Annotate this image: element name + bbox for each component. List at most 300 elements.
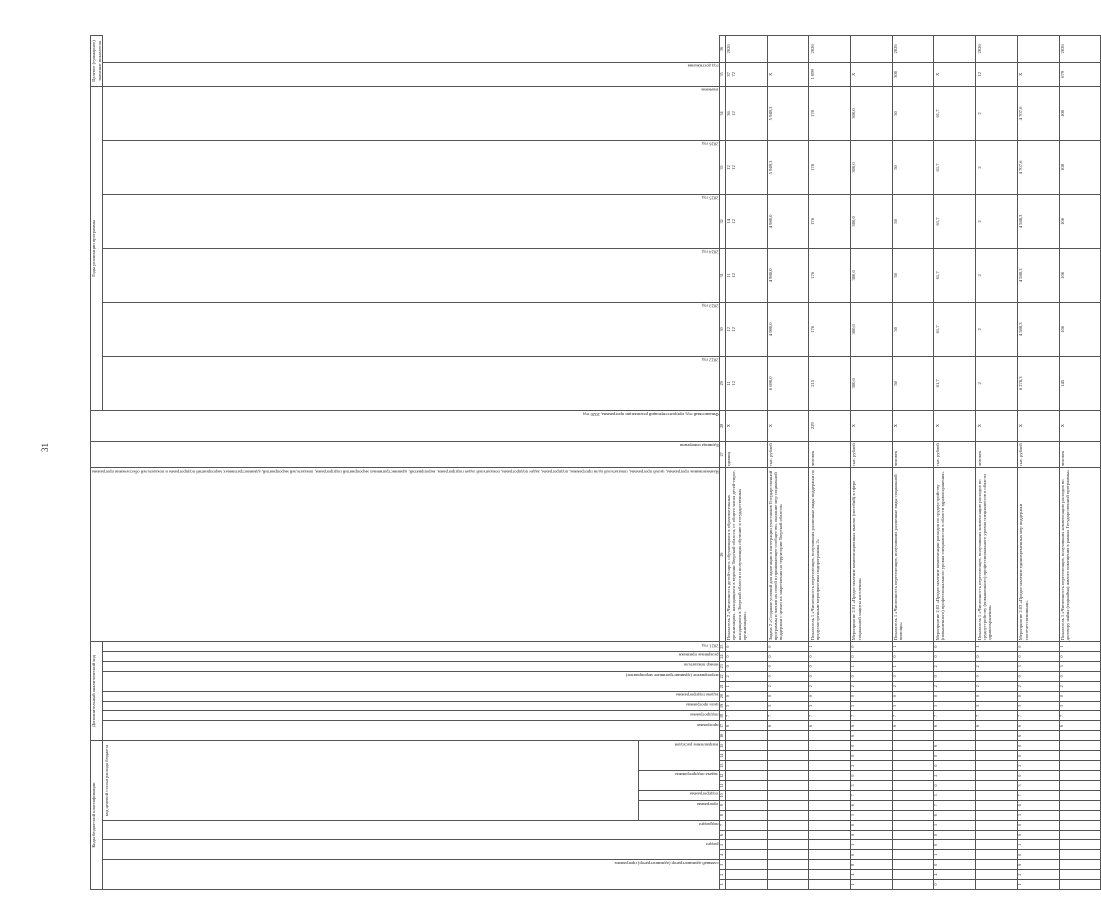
code-cell [976, 781, 1018, 791]
code-cell [892, 870, 934, 880]
row-name: Показатель 2 «Численность детей-сирот, обучающихся в образовательных организациях, находящихся в ведении Тверской области, от общего числа детей-сирот, находящихся в Тверской области и получающих обучение в государственных организациях» [725, 468, 767, 642]
code-cell [809, 771, 851, 781]
code-cell: 0 [1017, 820, 1059, 830]
code-cell: 2 [934, 681, 976, 691]
year-value: 12 12 [725, 302, 767, 356]
code-cell: 1 [850, 840, 892, 850]
row-unit: тыс. рублей [850, 441, 892, 467]
year-header: 2026 год [103, 140, 719, 194]
code-cell [976, 761, 1018, 771]
code-cell [892, 771, 934, 781]
code-cell: 6 [1059, 721, 1101, 731]
col-number: 20 [719, 691, 725, 701]
code-cell: 7 [934, 711, 976, 721]
code-cell: 0 [1017, 691, 1059, 701]
code-cell: 1 [892, 661, 934, 671]
col-number: 7 [719, 820, 725, 830]
code-cell: 0 [725, 642, 767, 652]
page-number: 31 [40, 443, 50, 452]
col-number: 26 [719, 468, 725, 642]
year-value: 61,7 [934, 356, 976, 410]
code-cell: 3 [934, 790, 976, 800]
prog-program-header: программа [103, 721, 719, 741]
col-number: 35 [719, 62, 725, 86]
code-cell [809, 840, 851, 850]
code-cell [976, 860, 1018, 870]
code-cell [725, 810, 767, 820]
row-unit: единиц [725, 441, 767, 467]
code-cell [809, 741, 851, 751]
code-cell: 0 [725, 661, 767, 671]
year-value: 4 588,3 [1017, 194, 1059, 248]
col-number: 24 [719, 652, 725, 662]
code-cell: 3 [1059, 701, 1101, 711]
code-cell [1059, 761, 1101, 771]
code-cell: 7 [934, 800, 976, 810]
code-cell [809, 820, 851, 830]
code-cell [809, 830, 851, 840]
code-cell [976, 751, 1018, 761]
code-cell: 0 [850, 671, 892, 681]
code-cell [767, 751, 809, 761]
code-cell: 1 [850, 880, 892, 890]
code-cell: 2 [809, 681, 851, 691]
col-number: 12 [719, 771, 725, 781]
year-value: 145 [1059, 356, 1101, 410]
year-value: 11 12 [725, 356, 767, 410]
code-cell: 0 [1017, 830, 1059, 840]
code-cell [809, 731, 851, 741]
row-base-value: X [850, 410, 892, 441]
year-value: 176 [809, 248, 851, 302]
code-cell: 6 [1017, 731, 1059, 741]
year-header: 2025 год [103, 194, 719, 248]
col-number: 21 [719, 681, 725, 691]
code-cell: 0 [934, 880, 976, 890]
final-year [767, 36, 809, 63]
code-cell: 3 [809, 701, 851, 711]
col-number: 29 [719, 356, 725, 410]
kbk-task-header: задача подпрограммы [638, 771, 719, 791]
code-cell: 2 [767, 681, 809, 691]
code-cell [725, 790, 767, 800]
code-cell [892, 790, 934, 800]
year-value: 300,0 [850, 356, 892, 410]
code-cell: 0 [976, 691, 1018, 701]
year-value: 6 690,0 [767, 356, 809, 410]
prog-subprogram-header: подпрограмма [103, 711, 719, 721]
code-cell [725, 850, 767, 860]
code-cell [725, 771, 767, 781]
year-value: 178 [809, 140, 851, 194]
code-cell [725, 800, 767, 810]
year-value: 106 [1059, 248, 1101, 302]
kbk-section-header: раздел [103, 840, 719, 860]
code-cell [976, 790, 1018, 800]
code-cell [767, 800, 809, 810]
code-cell [976, 880, 1018, 890]
code-cell: 0 [1017, 652, 1059, 662]
final-year [1017, 36, 1059, 63]
code-cell [767, 820, 809, 830]
col-number: 16 [719, 731, 725, 741]
code-cell [767, 870, 809, 880]
year-value: 300,0 [850, 86, 892, 140]
code-cell: 7 [1017, 790, 1059, 800]
code-cell: 7 [1017, 711, 1059, 721]
year-value: 4 588,3 [1017, 302, 1059, 356]
col-number: 6 [719, 830, 725, 840]
row-name: Мероприятие 2.03 «Предоставление единовременных мер поддержки соотечественникам» [1017, 468, 1059, 642]
code-cell: 2 [976, 681, 1018, 691]
year-value: 6 278,3 [1017, 356, 1059, 410]
code-cell: 2 [725, 671, 767, 681]
table-header [91, 36, 726, 890]
year-value: 4 707,6 [1017, 140, 1059, 194]
col-number: 17 [719, 721, 725, 731]
year-value: 2 [976, 356, 1018, 410]
unit-column-header: Единица измерения [91, 441, 720, 467]
code-cell [892, 741, 934, 751]
code-cell: 0 [934, 761, 976, 771]
final-year [934, 36, 976, 63]
col-number: 5 [719, 840, 725, 850]
code-cell: 2 [934, 661, 976, 671]
col-number: 11 [719, 781, 725, 791]
year-value: 50 [892, 194, 934, 248]
prog-task-header: задача подпрограммы [103, 691, 719, 701]
code-cell [809, 790, 851, 800]
row-base-value: X [725, 410, 767, 441]
code-cell: 0 [934, 830, 976, 840]
code-cell [1059, 810, 1101, 820]
code-cell: 0 [850, 691, 892, 701]
code-cell [892, 761, 934, 771]
final-group-header: Целевое (суммарное) значение показателя [91, 36, 103, 87]
row-base-value: X [892, 410, 934, 441]
row-base-value: X [1059, 410, 1101, 441]
code-cell: 0 [934, 860, 976, 870]
kbk-subsection-header: подраздел [103, 820, 719, 840]
code-cell: 0 [1017, 642, 1059, 652]
col-number: 33 [719, 140, 725, 194]
code-cell: 0 [767, 642, 809, 652]
final-value: 37 72 [725, 62, 767, 86]
year-value: 36 12 [725, 86, 767, 140]
table-row [850, 36, 892, 890]
code-cell: 7 [850, 711, 892, 721]
kbk-target-header: код целевой статьи расхода бюджета [103, 741, 638, 820]
col-number: 25 [719, 642, 725, 652]
code-cell: 6 [976, 721, 1018, 731]
code-cell: 3 [934, 820, 976, 830]
code-cell [1059, 800, 1101, 810]
row-unit: человек [892, 441, 934, 467]
code-cell: 8 [850, 860, 892, 870]
code-cell: 6 [1017, 721, 1059, 731]
code-cell: 0 [1017, 741, 1059, 751]
code-cell: 6 [934, 721, 976, 731]
year-value: 11 12 [725, 248, 767, 302]
code-cell [976, 840, 1018, 850]
code-cell: 2 [1017, 761, 1059, 771]
year-header: 2024 год [103, 248, 719, 302]
col-number: 1 [719, 880, 725, 890]
code-cell: 6 [850, 731, 892, 741]
code-cell [892, 880, 934, 890]
code-cell [1059, 860, 1101, 870]
year-value: 14 12 [725, 194, 767, 248]
code-cell [809, 860, 851, 870]
col-number: 3 [719, 860, 725, 870]
code-cell [1059, 741, 1101, 751]
year-value: 61,7 [934, 248, 976, 302]
code-cell: 0 [850, 830, 892, 840]
row-name: Показатель 1 «Численность переселенцев, получивших компенсацию расходов по договору найма (поднайма) жилого помещения в рамках Государственной программы» [1059, 468, 1101, 642]
col-number: 28 [719, 410, 725, 441]
code-cell: 3 [1017, 781, 1059, 791]
code-cell: 3 [850, 810, 892, 820]
code-cell [892, 830, 934, 840]
code-cell [976, 771, 1018, 781]
code-cell: 3 [850, 701, 892, 711]
code-cell [725, 741, 767, 751]
year-value: 50 [892, 248, 934, 302]
program-table [90, 35, 1101, 890]
program-class-header: Дополнительный аналитический код [91, 642, 103, 741]
code-cell: 0 [725, 652, 767, 662]
year-value: 61,7 [934, 302, 976, 356]
code-cell: 0 [1059, 671, 1101, 681]
final-year: 2026 [1059, 36, 1101, 63]
code-cell: 0 [892, 671, 934, 681]
kbk-admin-header: главный администратор (администратор) программы [103, 860, 719, 890]
code-cell: 3 [934, 701, 976, 711]
year-value: 2 [976, 302, 1018, 356]
code-cell [1059, 830, 1101, 840]
code-cell: 2 [892, 681, 934, 691]
code-cell: 3 [1017, 661, 1059, 671]
row-base-value: X [976, 410, 1018, 441]
table-row [892, 36, 934, 890]
code-cell: 0 [850, 820, 892, 830]
code-cell [1059, 751, 1101, 761]
code-cell [976, 850, 1018, 860]
col-number: 36 [719, 36, 725, 63]
code-cell: 0 [809, 652, 851, 662]
code-cell: 9 [1017, 860, 1059, 870]
code-cell: 6 [725, 721, 767, 731]
code-cell [767, 790, 809, 800]
year-value: 61,7 [934, 194, 976, 248]
code-cell [1059, 790, 1101, 800]
col-number: 27 [719, 441, 725, 467]
years-group-header: Годы реализации программы [91, 86, 103, 410]
code-cell: 6 [767, 721, 809, 731]
row-name: Показатель 1 «Численность переселенцев, получивших компенсацию расходов по трудоустройству (повышенного) профессионального уровня специалистов в области здравоохранения» [976, 468, 1018, 642]
final-year-header: год достижения [103, 62, 719, 86]
code-cell: 7 [809, 711, 851, 721]
code-cell: 2 [850, 681, 892, 691]
code-cell: 2 [1017, 681, 1059, 691]
code-cell [1059, 771, 1101, 781]
code-cell [976, 830, 1018, 840]
code-cell [892, 800, 934, 810]
code-cell: 2 [1017, 870, 1059, 880]
year-value: 50 [892, 356, 934, 410]
table-body [725, 36, 1101, 890]
row-base-value: 229 [809, 410, 851, 441]
code-cell [767, 840, 809, 850]
year-value: 2 [976, 140, 1018, 194]
code-cell [1059, 781, 1101, 791]
code-cell: 0 [1017, 751, 1059, 761]
code-cell [976, 800, 1018, 810]
code-cell: 3 [1059, 661, 1101, 671]
year-value: 106 [1059, 302, 1101, 356]
final-value: X [1017, 62, 1059, 86]
code-cell [725, 880, 767, 890]
row-name: Показатель 1 «Численность переселенцев, получивших различные виды поддержки по предусмотренным мероприятиям подпрограммы 2» [809, 468, 851, 642]
code-cell [767, 810, 809, 820]
row-name: Показатель 1 «Численность переселенцев, получивших различные виды социальной помощи» [892, 468, 934, 642]
code-cell: 0 [1059, 652, 1101, 662]
code-cell: 1 [725, 681, 767, 691]
code-cell [892, 820, 934, 830]
year-value: 2 [976, 86, 1018, 140]
col-number: 9 [719, 800, 725, 810]
code-cell: 2 [1059, 681, 1101, 691]
code-cell [767, 850, 809, 860]
final-value: 1 099 [809, 62, 851, 86]
code-cell: 7 [976, 711, 1018, 721]
col-number: 8 [719, 810, 725, 820]
row-name: Мероприятие 2.02 «Предоставление компенсации расходов по трудоустройству (повышенного) профессионального уровня специалистов в области здравоохранения» [934, 468, 976, 642]
col-number: 10 [719, 790, 725, 800]
code-cell [892, 731, 934, 741]
final-value: X [934, 62, 976, 86]
col-number: 31 [719, 248, 725, 302]
code-cell [767, 880, 809, 890]
code-cell [892, 850, 934, 860]
code-cell [767, 781, 809, 791]
code-cell: 0 [850, 751, 892, 761]
code-cell [892, 781, 934, 791]
final-value: 12 [976, 62, 1018, 86]
year-header: 2023 год [103, 302, 719, 356]
code-cell: 0 [934, 691, 976, 701]
code-cell: 0 [976, 652, 1018, 662]
year-value: 4 980,0 [767, 248, 809, 302]
prog-reserve-header: резервные признаки [103, 652, 719, 662]
year-value: 4 707,6 [1017, 86, 1059, 140]
code-cell [725, 731, 767, 741]
code-cell [767, 741, 809, 751]
year-value: 2 [976, 248, 1018, 302]
year-value: 300,0 [850, 302, 892, 356]
code-cell [809, 850, 851, 860]
code-cell: 1 [1059, 642, 1101, 652]
col-number: 34 [719, 86, 725, 140]
code-cell: 6 [892, 721, 934, 731]
code-cell: 0 [892, 652, 934, 662]
code-cell: 1 [850, 661, 892, 671]
year-value: 215 [809, 356, 851, 410]
year-value: 108 [1059, 140, 1101, 194]
code-cell [725, 860, 767, 870]
row-unit: тыс. рублей [767, 441, 809, 467]
base-year-header: Финансовый год, предшествующий реализации программы, 2020 год [91, 410, 720, 441]
code-cell: 0 [767, 661, 809, 671]
code-cell: 7 [850, 790, 892, 800]
rotated-page [90, 35, 1071, 890]
code-cell [809, 870, 851, 880]
code-cell: 0 [934, 652, 976, 662]
code-cell: 7 [892, 711, 934, 721]
year-value: 300,0 [850, 194, 892, 248]
code-cell [809, 751, 851, 761]
row-unit: человек [809, 441, 851, 467]
code-cell: 3 [892, 701, 934, 711]
code-cell: 0 [767, 652, 809, 662]
code-cell: 0 [850, 741, 892, 751]
code-cell: 1 [809, 642, 851, 652]
code-cell: 0 [1017, 671, 1059, 681]
code-cell [1059, 870, 1101, 880]
col-number: 18 [719, 711, 725, 721]
code-cell [892, 751, 934, 761]
final-year: 2026 [892, 36, 934, 63]
prog-measure-header: мероприятие (административное мероприятие) [103, 671, 719, 691]
code-cell [934, 731, 976, 741]
code-cell: 1 [976, 642, 1018, 652]
final-value-header: значение [103, 86, 719, 140]
code-cell [809, 781, 851, 791]
code-cell: 6 [850, 721, 892, 731]
code-cell: 0 [809, 661, 851, 671]
code-cell: 0 [725, 691, 767, 701]
col-number: 22 [719, 671, 725, 681]
year-value: 61,7 [934, 140, 976, 194]
table-row [1059, 36, 1101, 890]
year-value: 61,7 [934, 86, 976, 140]
code-cell: 6 [809, 721, 851, 731]
year-value: 300,0 [850, 140, 892, 194]
code-cell: 0 [850, 850, 892, 860]
code-cell [1059, 731, 1101, 741]
code-cell [809, 761, 851, 771]
table-row [725, 36, 767, 890]
code-cell: 2 [850, 761, 892, 771]
code-cell: 6 [850, 800, 892, 810]
code-cell [767, 860, 809, 870]
year-header: 2022 год [103, 356, 719, 410]
code-cell: 0 [1017, 850, 1059, 860]
year-value: 106 [1059, 194, 1101, 248]
final-year: 2026 [725, 36, 767, 63]
col-number: 2 [719, 870, 725, 880]
year-value: 50 [892, 86, 934, 140]
code-cell [767, 830, 809, 840]
code-cell [767, 771, 809, 781]
code-cell: 0 [934, 671, 976, 681]
prog-goal-header: цель программы [103, 701, 719, 711]
kbk-direction-header: направление расходов [638, 741, 719, 771]
code-cell: 1 [892, 642, 934, 652]
code-cell: 0 [767, 671, 809, 681]
row-base-value: X [934, 410, 976, 441]
table-row [934, 36, 976, 890]
